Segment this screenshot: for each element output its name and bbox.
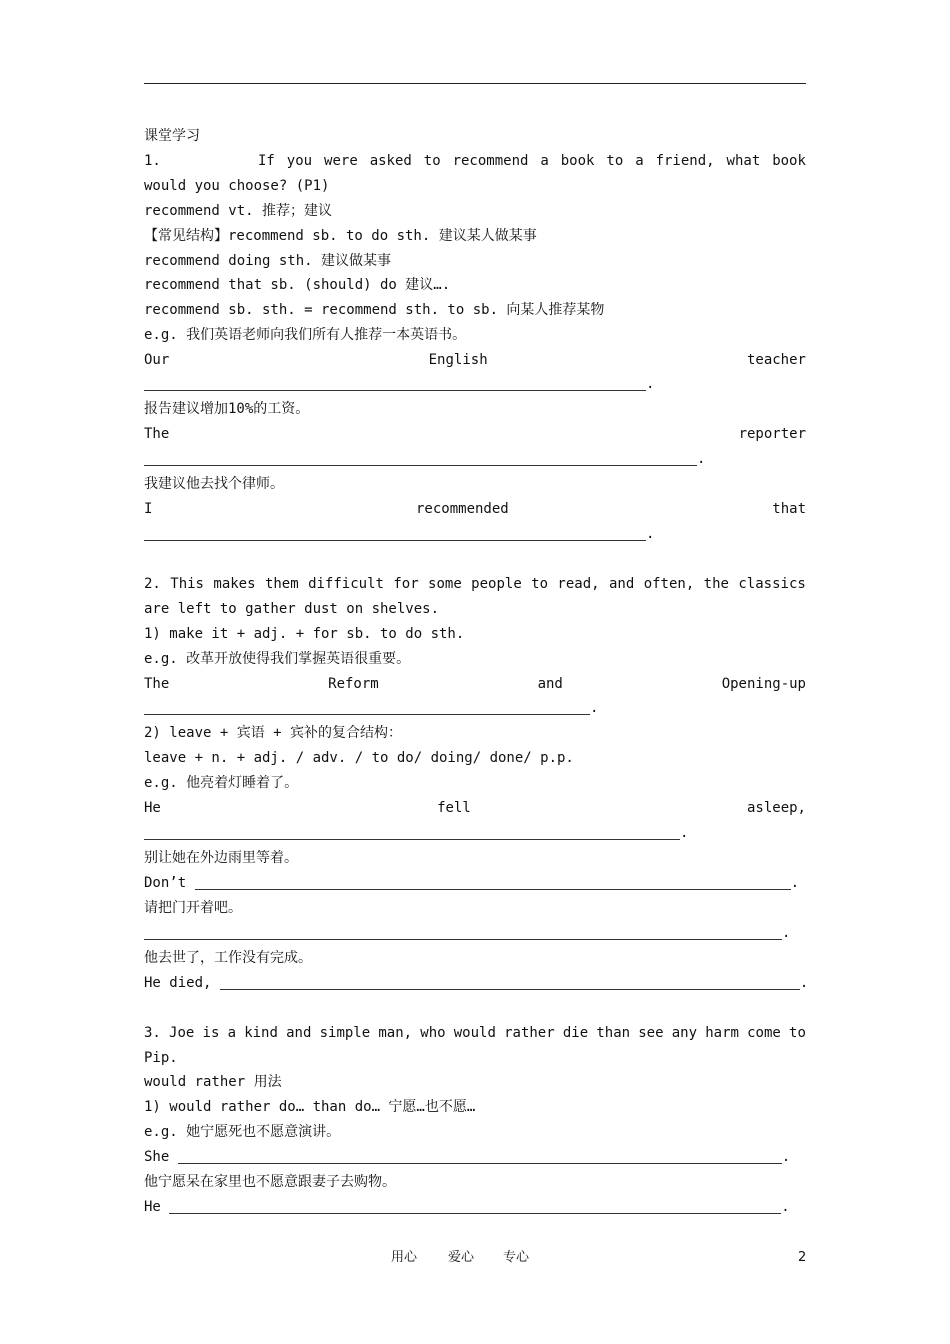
- q3-point-1: 1) would rather do… than do… 宁愿…也不愿…: [144, 1099, 476, 1115]
- word: to: [606, 153, 624, 169]
- q3-answer-1-line[interactable]: She .: [144, 1149, 791, 1165]
- word: that: [772, 501, 806, 517]
- word: English: [428, 352, 488, 368]
- answer-start: She: [144, 1149, 170, 1165]
- q3-chinese-2: 他宁愿呆在家里也不愿意跟妻子去购物。: [144, 1174, 396, 1190]
- word: makes: [213, 576, 256, 592]
- word: rather: [504, 1025, 555, 1041]
- q2-answer-3-line[interactable]: Don’t .: [144, 875, 800, 891]
- q2-answer-2-prompt: [144, 796, 806, 821]
- word: read,: [557, 576, 600, 592]
- answer-start: He died,: [144, 975, 212, 991]
- word: any: [671, 1025, 698, 1041]
- word: and: [537, 676, 563, 692]
- word: 2.: [144, 576, 161, 592]
- q1-line1-words: [258, 149, 806, 174]
- word: you: [286, 153, 313, 169]
- word: difficult: [308, 576, 384, 592]
- word: The: [144, 426, 170, 442]
- q1-structure-2: recommend doing sth. 建议做某事: [144, 253, 392, 269]
- fill-blank[interactable]: [144, 449, 697, 466]
- q2-example-1: e.g. 改革开放使得我们掌握英语很重要。: [144, 651, 411, 667]
- q2-chinese-5: 他去世了，工作没有完成。: [144, 950, 312, 966]
- section-title: 课堂学习: [144, 128, 200, 144]
- fill-blank[interactable]: [144, 823, 680, 840]
- q2-answer-4-line[interactable]: .: [144, 921, 806, 946]
- q1-chinese-2: 报告建议增加10%的工资。: [144, 401, 310, 417]
- word: for: [393, 576, 419, 592]
- fill-blank[interactable]: [144, 374, 646, 391]
- q1-answer-2-prompt: [144, 422, 806, 447]
- structure-1-text: recommend sb. to do sth. 建议某人做某事: [228, 228, 537, 244]
- word: recommend: [452, 153, 529, 169]
- word: classics: [738, 576, 806, 592]
- q1-structure-4: recommend sb. sth. = recommend sth. to sb. 向某人推荐某物: [144, 302, 605, 318]
- word: Joe: [169, 1025, 195, 1041]
- q1-chinese-3: 我建议他去找个律师。: [144, 476, 284, 492]
- word: to: [423, 153, 441, 169]
- word: recommended: [416, 501, 509, 517]
- answer-start: He: [144, 1199, 161, 1215]
- footer-motto-3: 专心: [503, 1250, 530, 1265]
- word: He: [144, 800, 161, 816]
- q2-point-2: 2) leave + 宾语 + 宾补的复合结构：: [144, 725, 403, 741]
- q1-answer-3-prompt: [144, 497, 806, 522]
- q2-answer-1-line[interactable]: .: [144, 696, 806, 721]
- q1-line2: would you choose? (P1): [144, 178, 330, 194]
- word: some: [428, 576, 462, 592]
- word: and: [608, 576, 635, 592]
- word: to: [531, 576, 549, 592]
- word: teacher: [746, 352, 806, 368]
- answer-start: Don’t: [144, 875, 187, 891]
- q1-answer-2-line[interactable]: .: [144, 447, 806, 472]
- word: If: [258, 153, 275, 169]
- word: see: [638, 1025, 664, 1041]
- word: book: [560, 153, 595, 169]
- q2-point-2-structure: leave + n. + adj. / adv. / to do/ doing/ done/ p.p.: [144, 750, 574, 766]
- q3-line1: [144, 1021, 806, 1046]
- word: asleep,: [746, 800, 806, 816]
- fill-blank[interactable]: [144, 923, 782, 940]
- fill-blank[interactable]: [195, 873, 791, 890]
- word: than: [596, 1025, 631, 1041]
- q1-answer-1-line[interactable]: .: [144, 372, 806, 397]
- word: the: [703, 576, 729, 592]
- word: simple: [319, 1025, 371, 1041]
- fill-blank[interactable]: [169, 1197, 781, 1214]
- word: fell: [437, 800, 471, 816]
- word: This: [170, 576, 204, 592]
- word: to: [789, 1025, 806, 1041]
- fill-blank[interactable]: [178, 1147, 782, 1164]
- fill-blank[interactable]: [220, 973, 800, 990]
- word: asked: [369, 153, 412, 169]
- q1-structure-1: [144, 224, 806, 249]
- word: Opening-up: [721, 676, 806, 692]
- fill-blank[interactable]: [144, 524, 646, 541]
- q2-chinese-4: 请把门开着吧。: [144, 900, 242, 916]
- q1-structure-3: recommend that sb. (should) do 建议….: [144, 277, 451, 293]
- q2-answer-5-line[interactable]: He died, .: [144, 975, 809, 991]
- word: kind: [244, 1025, 278, 1041]
- q2-answer-2-line[interactable]: .: [144, 821, 806, 846]
- word: reporter: [738, 426, 806, 442]
- word: Our: [144, 352, 170, 368]
- q3-usage-title: would rather 用法: [144, 1074, 282, 1090]
- word: book: [772, 153, 806, 169]
- word: The: [144, 676, 170, 692]
- word: a: [227, 1025, 237, 1041]
- word: a: [540, 153, 549, 169]
- word: die: [562, 1025, 589, 1041]
- word: 3.: [144, 1025, 161, 1041]
- page-number: 2: [798, 1250, 807, 1265]
- q3-example-1: e.g. 她宁愿死也不愿意演讲。: [144, 1124, 341, 1140]
- word: often,: [643, 576, 695, 592]
- word: and: [286, 1025, 312, 1041]
- footer-motto-2: 爱心: [448, 1250, 475, 1265]
- q1-example-1: e.g. 我们英语老师向我们所有人推荐一本英语书。: [144, 327, 467, 343]
- q2-chinese-3: 别让她在外边雨里等着。: [144, 850, 298, 866]
- q2-line2: are left to gather dust on shelves.: [144, 601, 440, 617]
- q1-answer-3-line[interactable]: .: [144, 522, 806, 547]
- q1-number: 1.: [144, 153, 161, 169]
- word: I: [144, 501, 153, 517]
- structure-label: 【常见结构】: [144, 228, 228, 244]
- q2-line1: [144, 572, 806, 597]
- word: is: [202, 1025, 220, 1041]
- word: people: [471, 576, 522, 592]
- header-rule: [144, 83, 806, 84]
- word: what: [726, 153, 761, 169]
- q2-example-2: e.g. 他亮着灯睡着了。: [144, 775, 299, 791]
- word: were: [324, 153, 358, 169]
- q1-definition: recommend vt. 推荐；建议: [144, 203, 333, 219]
- q3-line2: Pip.: [144, 1050, 178, 1066]
- q2-answer-1-prompt: [144, 672, 806, 697]
- footer-motto-1: 用心: [391, 1250, 418, 1265]
- q1-line1: [144, 149, 806, 174]
- word: would: [453, 1025, 496, 1041]
- fill-blank[interactable]: [144, 698, 590, 715]
- q3-answer-2-line[interactable]: He .: [144, 1199, 790, 1215]
- word: harm: [705, 1025, 739, 1041]
- word: Reform: [328, 676, 379, 692]
- word: friend,: [655, 153, 715, 169]
- q1-answer-1-prompt: [144, 348, 806, 373]
- word: man,: [378, 1025, 413, 1041]
- word: come: [747, 1025, 781, 1041]
- word: who: [420, 1025, 446, 1041]
- word: a: [635, 153, 644, 169]
- q2-point-1: 1) make it + adj. + for sb. to do sth.: [144, 626, 465, 642]
- word: them: [264, 576, 299, 592]
